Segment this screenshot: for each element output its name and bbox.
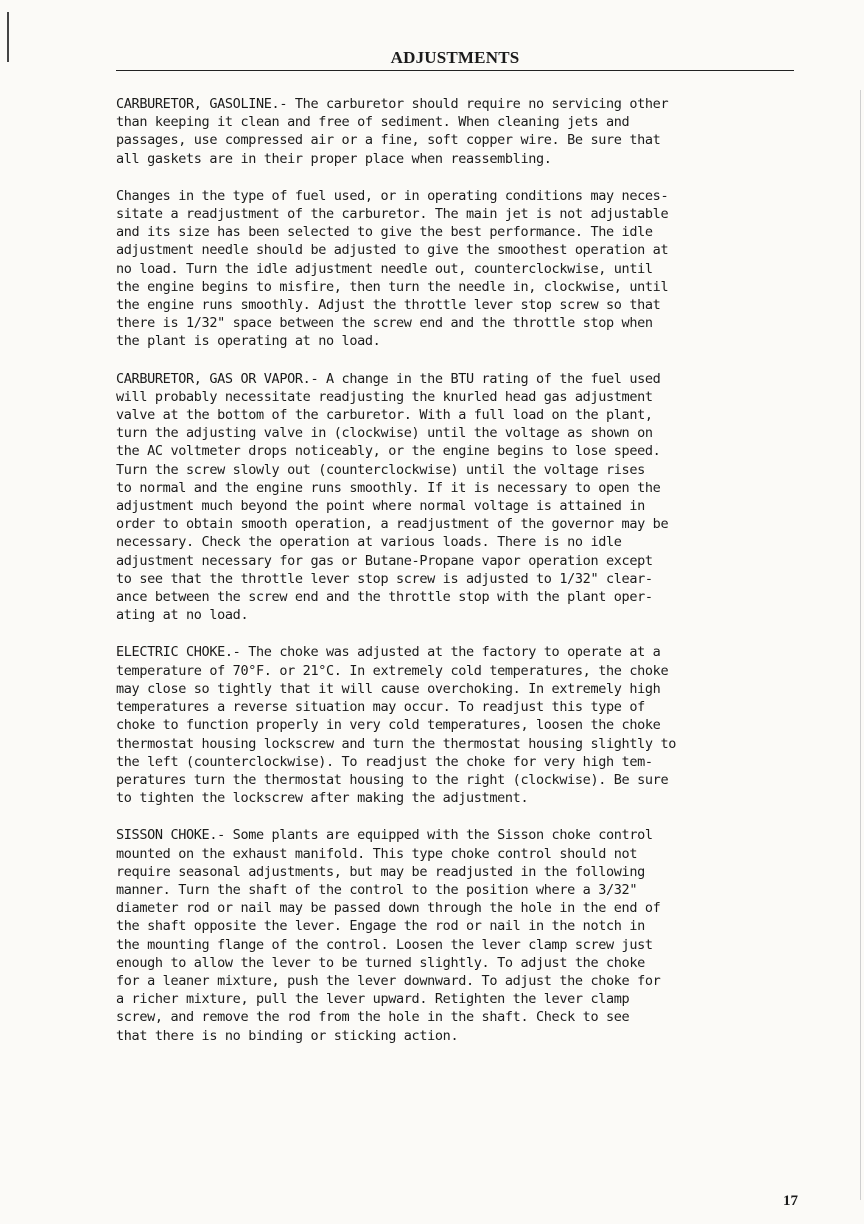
paragraph-carburetor-adjustment: Changes in the type of fuel used, or in operating conditions may neces- sitate a readjustment of the carburetor. The main jet is not adjustable and its size has been selected to give the best performance. The idle adjustment needle should be adjusted to give the smoothest operation at no load. Turn the idle adjustment needle out, counterclockwise, until the engine begins to misfire, then turn the needle in, clockwise, until the engine runs smoothly. Adjust the throttle lever stop screw so that there is 1/32" space between the screw end and the throttle stop when the plant is operating at no load.: [116, 187, 669, 350]
margin-mark: [7, 12, 9, 62]
page-title: ADJUSTMENTS: [390, 48, 520, 67]
page-edge-line: [860, 90, 861, 1200]
title-rule: [116, 70, 794, 71]
paragraph-sisson-choke: SISSON CHOKE.- Some plants are equipped with the Sisson choke control mounted on the exhaust manifold. This type choke control should not require seasonal adjustments, but may be readjusted in the following manner. Turn the shaft of the control to the position where a 3/32" diameter rod or nail may be passed down through the hole in the end of the shaft opposite the lever. Engage the rod or nail in the notch in the mounting flange of the control. Loosen the lever clamp screw just enough to allow the lever to be turned slightly. To adjust the choke for a leaner mixture, push the lever downward. To adjust the choke for a richer mixture, pull the lever upward. Retighten the lever clamp screw, and remove the rod from the hole in the shaft. Check to see that there is no binding or sticking action.: [116, 827, 661, 1044]
page-number: 17: [783, 1193, 798, 1209]
paragraph-electric-choke: ELECTRIC CHOKE.- The choke was adjusted at the factory to operate at a temperature of 70°F. or 21°C. In extremely cold temperatures, the choke may close so tightly that it will cause overchoking. In extremely high temperatures a reverse situation may occur. To readjust this type of choke to function properly in very cold temperatures, loosen the choke thermostat housing lockscrew and turn the thermostat housing slightly to the left (counterclockwise). To readjust the choke for very high tem- peratures turn the thermostat housing to the right (clockwise). Be sure to tighten the lockscrew after making the adjustment.: [116, 644, 676, 807]
body-text: [116, 95, 796, 1064]
paragraph-carburetor-gas-vapor: CARBURETOR, GAS OR VAPOR.- A change in the BTU rating of the fuel used will probably necessitate readjusting the knurled head gas adjustment valve at the bottom of the carburetor. With a full load on the plant, turn the adjusting valve in (clockwise) until the voltage as shown on the AC voltmeter drops noticeably, or the engine begins to lose speed. Turn the screw slowly out (counterclockwise) until the voltage rises to normal and the engine runs smoothly. If it is necessary to open the adjustment much beyond the point where normal voltage is attained in order to obtain smooth operation, a readjustment of the governor may be necessary. Check the operation at various loads. There is no idle adjustment necessary for gas or Butane-Propane vapor operation except to see that the throttle lever stop screw is adjusted to 1/32" clear- ance between the screw end and the throttle stop with the plant oper- ating at no load.: [116, 370, 669, 624]
paragraph-carburetor-gasoline: CARBURETOR, GASOLINE.- The carburetor should require no servicing other than keeping it clean and free of sediment. When cleaning jets and passages, use compressed air or a fine, soft copper wire. Be sure that all gaskets are in their proper place when reassembling.: [116, 96, 669, 167]
